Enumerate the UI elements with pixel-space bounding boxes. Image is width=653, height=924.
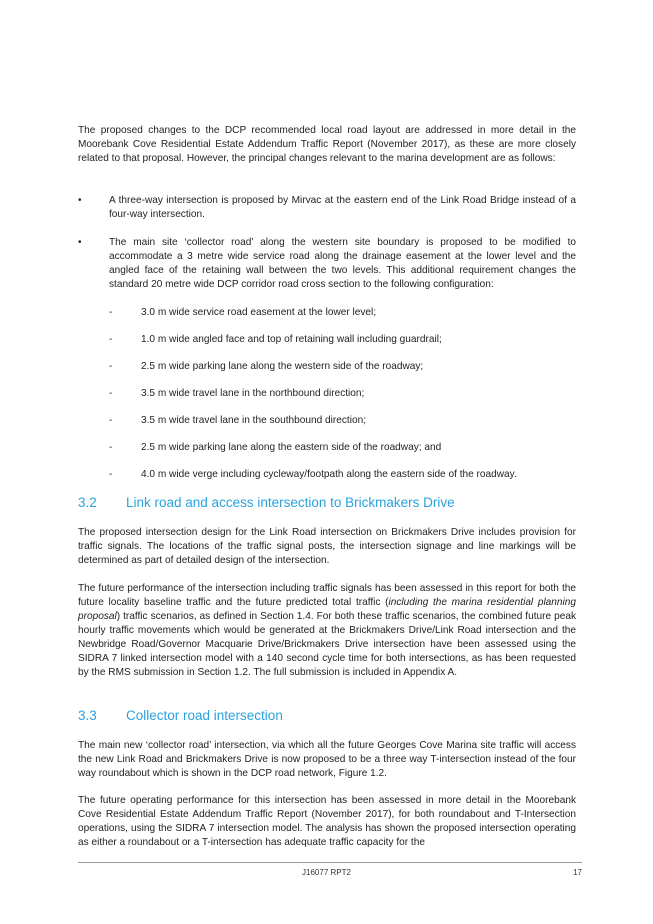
bullet-marker: •	[78, 195, 82, 206]
section-3-2-paragraph-2	[78, 582, 576, 680]
section-3-3-paragraph-2: The future operating performance for this intersection has been assessed in more detail in the Moorebank Cove Residential Estate Addendum Traffic Report (November 2017), for both roundabout and T-Intersection operations, using the SIDRA 7 intersection model. The analysis has shown the proposed intersection operating as either a roundabout or a T-intersection has adequate traffic capacity for the	[78, 795, 576, 848]
paragraph-text: ) traffic scenarios, as defined in Section 1.4. For both these traffic scenarios, the combined future peak hourly traffic movements which would be generated at the Brickmakers Drive/Link Road intersection and the Newbridge Road/Governor Macquarie Drive/Brickmakers Drive intersection have been assessed using the SIDRA 7 linked intersection model with a 140 second cycle time for both intersections, as has been requested by the RMS submission in Section 1.2. The full submission is included in Appendix A.	[78, 611, 576, 678]
section-heading-3-3	[78, 708, 578, 724]
dash-marker: -	[109, 334, 113, 345]
dash-text: 3.5 m wide travel lane in the southbound direction;	[141, 415, 367, 426]
dash-marker: -	[109, 307, 113, 318]
dash-marker: -	[109, 442, 113, 453]
section-3-2-paragraph-1: The proposed intersection design for the Link Road intersection on Brickmakers Drive includes provision for traffic signals. The locations of the traffic signal posts, the intersection signage and line markings will be determined as part of detailed design of the intersection.	[78, 527, 576, 566]
section-heading-3-2	[78, 495, 578, 511]
italic-text: including the marina residential planning proposal	[78, 597, 576, 622]
bullet-marker: •	[78, 237, 82, 248]
bullet-text: The main site ‘collector road’ along the western site boundary is proposed to be modified to accommodate a 3 metre wide service road along the drainage easement at the lower level and the angled face of the retaining wall between the two levels. This additional requirement changes the standard 20 metre wide DCP corridor road cross section to the following configuration:	[109, 237, 576, 290]
dash-item	[109, 468, 569, 482]
dash-item	[109, 306, 569, 320]
dash-text: 1.0 m wide angled face and top of retaining wall including guardrail;	[141, 334, 442, 345]
dash-marker: -	[109, 415, 113, 426]
section-title: Link road and access intersection to Brickmakers Drive	[126, 495, 455, 510]
paragraph-text: The future performance of the intersection including traffic signals has been assessed in this report for both the future locality baseline traffic and the future predicted total traffic (	[78, 583, 576, 608]
bullet-item	[78, 194, 576, 222]
dash-text: 3.5 m wide travel lane in the northbound direction;	[141, 388, 365, 399]
section-title: Collector road intersection	[126, 708, 283, 723]
dash-text: 2.5 m wide parking lane along the eastern side of the roadway; and	[141, 442, 442, 453]
dash-marker: -	[109, 361, 113, 372]
footer-reference: J16077 RPT2	[302, 868, 351, 877]
footer-divider	[78, 862, 582, 863]
dash-item	[109, 414, 569, 428]
dash-text: 2.5 m wide parking lane along the western side of the roadway;	[141, 361, 424, 372]
dash-marker: -	[109, 469, 113, 480]
bullet-text: A three-way intersection is proposed by Mirvac at the eastern end of the Link Road Bridge instead of a four-way intersection.	[109, 195, 576, 220]
dash-item	[109, 441, 569, 455]
dash-item	[109, 387, 569, 401]
section-3-3-paragraph-1: The main new ‘collector road’ intersection, via which all the future Georges Cove Marina site traffic will access the new Link Road and Brickmakers Drive is now proposed to be a three way T-intersection instead of the four way roundabout which is shown in the DCP road network, Figure 1.2.	[78, 740, 576, 779]
dash-item	[109, 333, 569, 347]
intro-paragraph: The proposed changes to the DCP recommended local road layout are addressed in more detail in the Moorebank Cove Residential Estate Addendum Traffic Report (November 2017), as these are more closely related to that proposal. However, the principal changes relevant to the marina development are as follows:	[78, 125, 576, 164]
dash-text: 4.0 m wide verge including cycleway/footpath along the eastern side of the roadway.	[141, 469, 517, 480]
dash-item	[109, 360, 569, 374]
dash-text: 3.0 m wide service road easement at the lower level;	[141, 307, 377, 318]
section-number: 3.3	[78, 708, 97, 723]
bullet-item	[78, 236, 576, 292]
dash-marker: -	[109, 388, 113, 399]
page-number: 17	[573, 868, 582, 877]
section-number: 3.2	[78, 495, 97, 510]
